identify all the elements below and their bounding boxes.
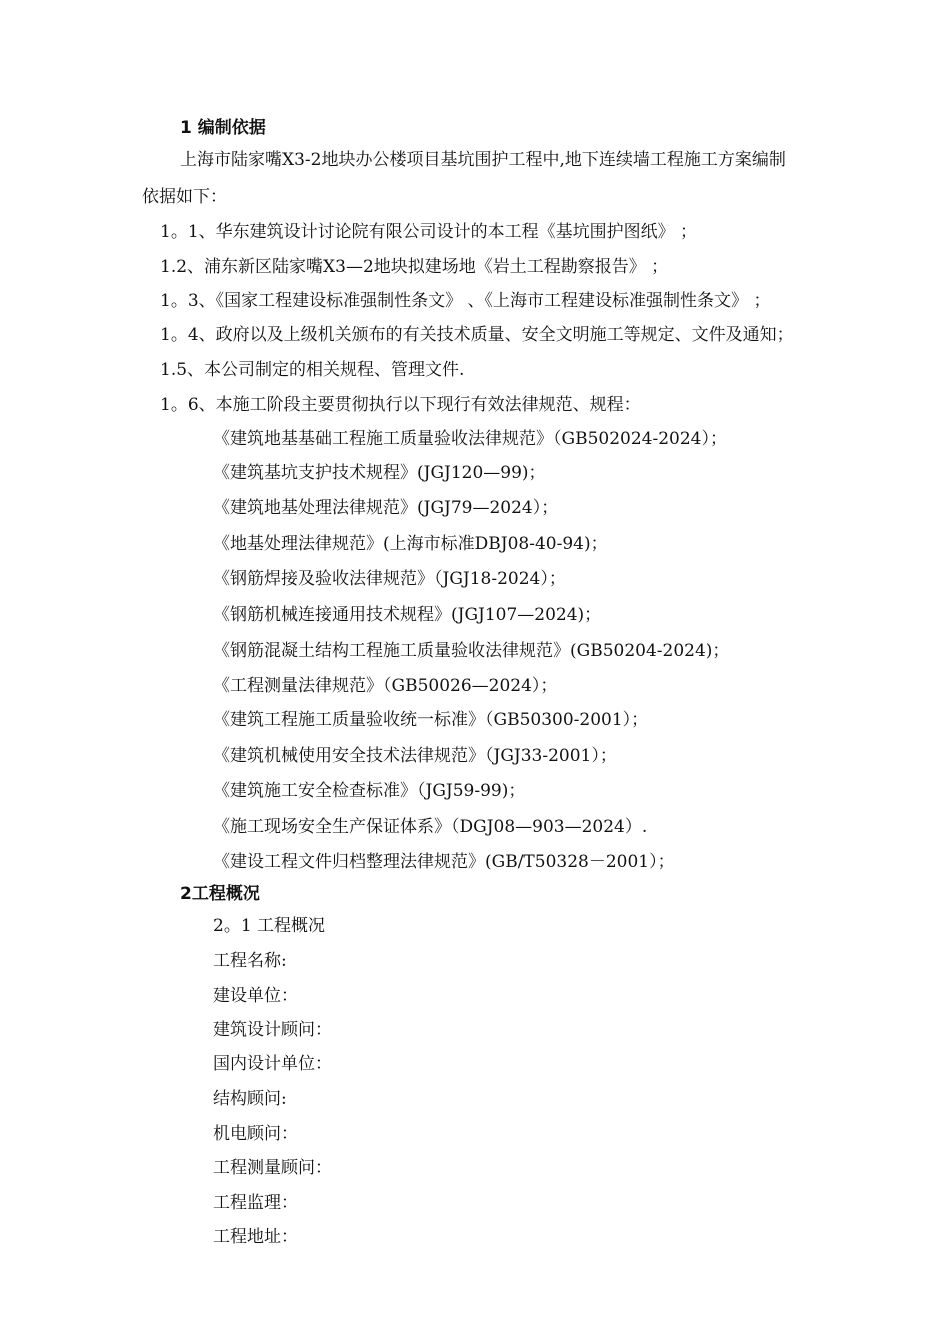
- section-2-1-heading: 2。1 工程概况: [213, 916, 326, 936]
- project-field-label: 建筑设计顾问：: [213, 1020, 332, 1040]
- standard-item: 《钢筋焊接及验收法律规范》（JGJ18-2024）；: [213, 569, 566, 589]
- basis-item-5: 1.5、本公司制定的相关规程、管理文件.: [160, 360, 465, 380]
- intro-line-2: 依据如下：: [142, 187, 227, 207]
- basis-item-1: 1。1、华东建筑设计讨论院有限公司设计的本工程《基坑围护图纸》 ；: [160, 222, 698, 242]
- standard-item: 《钢筋混凝土结构工程施工质量验收法律规范》(GB50204-2024)；: [213, 641, 730, 661]
- basis-item-2: 1.2、浦东新区陆家嘴X3—2地块拟建场地《岩土工程勘察报告》 ；: [160, 257, 669, 277]
- standard-item: 《建筑机械使用安全技术法律规范》（JGJ33-2001）；: [213, 746, 617, 766]
- standard-item: 《地基处理法律规范》(上海市标准DBJ08-40-94)；: [213, 534, 608, 554]
- standard-item: 《工程测量法律规范》（GB50026—2024）；: [213, 676, 558, 696]
- project-field-label: 国内设计单位：: [213, 1054, 332, 1074]
- basis-item-6: 1。6、本施工阶段主要贯彻执行以下现行有效法律规范、规程：: [160, 395, 641, 415]
- project-field-label: 结构顾问:: [213, 1089, 287, 1109]
- standard-item: 《建设工程文件归档整理法律规范》(GB/T50328－2001）；: [213, 852, 675, 872]
- standard-item: 《钢筋机械连接通用技术规程》(JGJ107—2024)；: [213, 605, 602, 625]
- standard-item: 《建筑地基处理法律规范》(JGJ79—2024）；: [213, 498, 559, 518]
- project-field-label: 建设单位：: [213, 986, 298, 1006]
- section-1-heading: 1 编制依据: [180, 118, 266, 138]
- standard-item: 《建筑施工安全检查标准》（JGJ59-99)；: [213, 781, 526, 801]
- standard-item: 《建筑基坑支护技术规程》(JGJ120—99)；: [213, 463, 546, 483]
- standard-item: 《施工现场安全生产保证体系》（DGJ08—903—2024）.: [213, 817, 648, 837]
- standard-item: 《建筑地基基础工程施工质量验收法律规范》（GB502024-2024）；: [213, 429, 727, 449]
- project-field-label: 工程地址：: [213, 1227, 298, 1247]
- project-field-label: 工程测量顾问：: [213, 1158, 332, 1178]
- standard-item: 《建筑工程施工质量验收统一标准》（GB50300-2001）；: [213, 710, 649, 730]
- project-field-label: 机电顾问：: [213, 1124, 298, 1144]
- project-field-label: 工程名称:: [213, 951, 287, 971]
- basis-item-3: 1。3、《国家工程建设标准强制性条文》 、《上海市工程建设标准强制性条文》 ；: [160, 291, 771, 311]
- project-field-label: 工程监理：: [213, 1193, 298, 1213]
- basis-item-4: 1。4、政府以及上级机关颁布的有关技术质量、安全文明施工等规定、文件及通知；: [160, 325, 794, 345]
- intro-line-1: 上海市陆家嘴X3-2地块办公楼项目基坑围护工程中,地下连续墙工程施工方案编制: [180, 150, 786, 170]
- section-2-heading: 2工程概况: [180, 884, 260, 904]
